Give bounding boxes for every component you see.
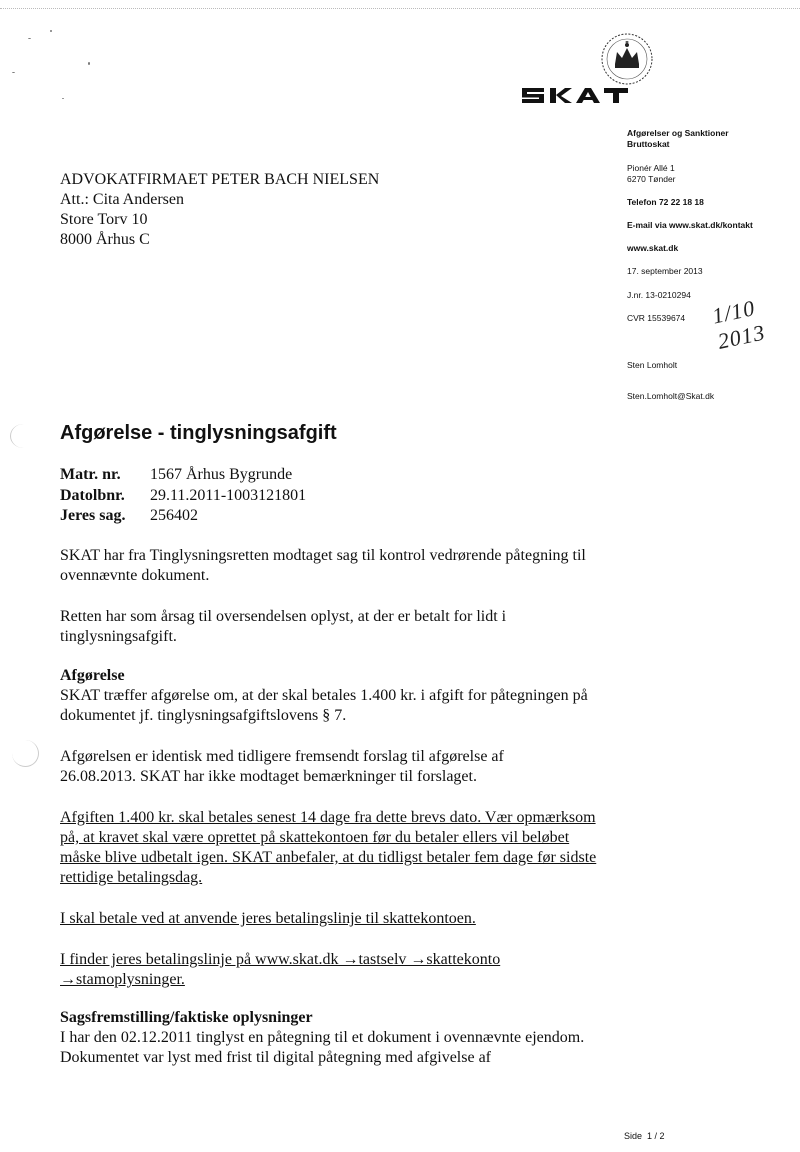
paragraph-case-facts: I har den 02.12.2011 tinglyst en påtegning til et dokument i ovennævnte ejendom. Dokumentet var lyst med frist til digital påtegning med afgivelse af bbox=[60, 1029, 585, 1066]
journal-number: J.nr. 13-0210294 bbox=[627, 290, 691, 300]
skat-wordmark-svg bbox=[520, 86, 632, 104]
recipient-street: Store Torv 10 bbox=[60, 211, 148, 228]
punch-hole-mark bbox=[12, 740, 39, 767]
case-meta bbox=[60, 465, 306, 527]
sender-address1: Pionér Allé 1 bbox=[627, 163, 675, 173]
paragraph-decision: SKAT træffer afgørelse om, at der skal betales 1.400 kr. i afgift for påtegningen på dokumentet jf. tinglysningsafgiftslovens § 7. bbox=[60, 687, 588, 724]
meta-value: 256402 bbox=[150, 507, 198, 524]
contact-name: Sten Lomholt bbox=[627, 360, 678, 370]
letter-date: 17. september 2013 bbox=[627, 266, 703, 276]
sender-website: www.skat.dk bbox=[627, 243, 679, 253]
paragraph-payment-deadline: Afgiften 1.400 kr. skal betales senest 14 dage fra dette brevs dato. Vær opmærksom på, at kravet skal være oprettet på skattekontoen før du betaler ellers vil beløbet måske blive udbetalt igen. SKAT anbefaler, at du tidligst betaler fem dage før sidste rettidige betalingsdag. bbox=[60, 809, 597, 886]
page-title: Afgørelse - tinglysningsafgift bbox=[60, 422, 337, 444]
paragraph-reason: Retten har som årsag til oversendelsen oplyst, at der er betalt for lidt i tinglysningsafgift. bbox=[60, 608, 507, 645]
page-number: Side 1 / 2 bbox=[624, 1131, 665, 1141]
scan-speck bbox=[12, 72, 15, 73]
meta-key: Datolbnr. bbox=[60, 486, 125, 504]
sender-address2: 6270 Tønder bbox=[627, 174, 676, 184]
sender-department: Afgørelser og Sanktioner bbox=[627, 128, 729, 138]
meta-row bbox=[60, 506, 306, 527]
scan-speck bbox=[50, 30, 52, 32]
contact-email: Sten.Lomholt@Skat.dk bbox=[627, 391, 715, 401]
sender-phone: Telefon 72 22 18 18 bbox=[627, 197, 704, 207]
sender-info bbox=[627, 0, 797, 410]
recipient-address bbox=[60, 170, 379, 250]
meta-value: 29.11.2011-1003121801 bbox=[150, 486, 307, 504]
meta-value: 1567 Århus Bygrunde bbox=[150, 466, 293, 483]
sender-unit: Bruttoskat bbox=[627, 139, 670, 149]
meta-row bbox=[60, 486, 306, 507]
cvr-number: CVR 15539674 bbox=[627, 313, 686, 323]
scan-speck bbox=[62, 98, 64, 99]
skat-wordmark bbox=[520, 86, 640, 109]
handwritten-date: 1/10 2013 bbox=[710, 295, 768, 354]
scan-speck bbox=[28, 38, 31, 39]
recipient-city: 8000 Århus C bbox=[60, 231, 150, 248]
paragraph-find-payment-line: I finder jeres betalingslinje på www.skat.dk →tastselv →skattekonto →stamoplysninger. bbox=[60, 951, 501, 988]
meta-row bbox=[60, 465, 306, 486]
meta-key: Matr. nr. bbox=[60, 466, 121, 483]
sender-email-line: E-mail via www.skat.dk/kontakt bbox=[627, 220, 753, 230]
heading-sagsfremstilling: Sagsfremstilling/faktiske oplysninger bbox=[60, 1009, 313, 1026]
scan-speck bbox=[88, 62, 90, 65]
heading-afgoerelse: Afgørelse bbox=[60, 667, 125, 684]
recipient-company: ADVOKATFIRMAET PETER BACH NIELSEN bbox=[60, 171, 380, 188]
punch-hole-mark bbox=[10, 424, 37, 448]
paragraph-identical: Afgørelsen er identisk med tidligere fremsendt forslag til afgørelse af 26.08.2013. SKAT har ikke modtaget bemærkninger til forslaget. bbox=[60, 748, 504, 785]
meta-key: Jeres sag. bbox=[60, 507, 126, 524]
paragraph-intro: SKAT har fra Tinglysningsretten modtaget sag til kontrol vedrørende påtegning til ovennævnte dokument. bbox=[60, 547, 586, 584]
paragraph-payment-line: I skal betale ved at anvende jeres betalingslinje til skattekontoen. bbox=[60, 910, 476, 927]
recipient-att: Att.: Cita Andersen bbox=[60, 191, 184, 208]
